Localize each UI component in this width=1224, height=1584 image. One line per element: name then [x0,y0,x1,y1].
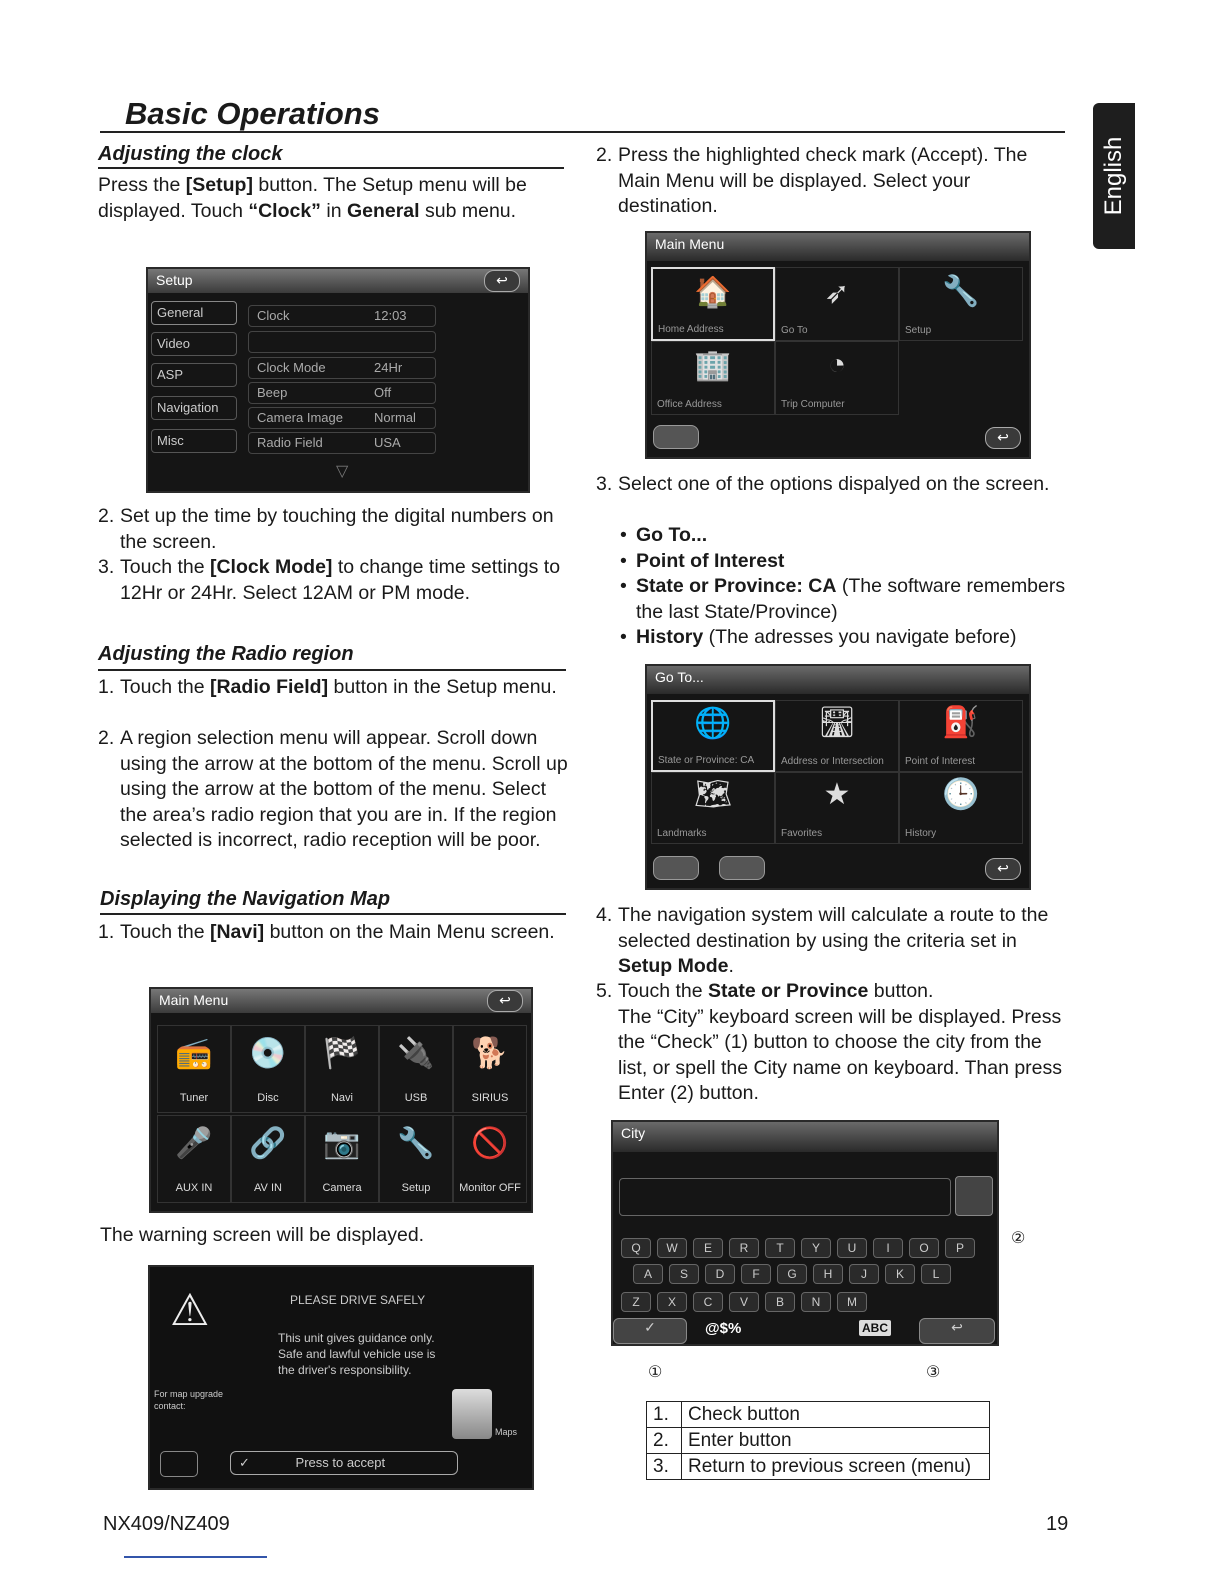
title-rule [100,131,1065,133]
menu-aux-in[interactable]: 🎤 AUX IN [157,1115,231,1203]
flag-icon: 🏁 [323,1037,361,1070]
accept-button[interactable] [230,1451,458,1475]
menu-tuner[interactable]: 📻 Tuner [157,1025,231,1113]
setup-tab-asp[interactable]: ASP [151,363,237,387]
option-poi: • Point of Interest [620,549,785,572]
key-e[interactable]: E [693,1238,723,1258]
warning-line: the driver's responsibility. [278,1363,412,1377]
section-heading-navmap: Displaying the Navigation Map [100,888,391,910]
globe-icon: 🌐 [694,707,732,740]
nav-setup[interactable]: 🔧 Setup [899,267,1023,341]
section-heading-clock: Adjusting the clock [98,143,283,165]
goto-title: Go To... [655,669,704,685]
setting-radio-field[interactable]: Radio Field USA [248,432,436,454]
right-step-2: 2. Press the highlighted check mark (Accept). The Main Menu will be displayed. Select your destination. [596,144,1028,217]
warning-line: Safe and lawful vehicle use is [278,1347,436,1361]
legend-row: 3. Return to previous screen (menu) [647,1454,990,1480]
key-c[interactable]: C [693,1292,723,1312]
section-rule [98,167,564,169]
key-o[interactable]: O [909,1238,939,1258]
usb-icon: 🔌 [397,1037,435,1070]
option-history: • History (The adresses you navigate before) [620,626,1017,648]
language-tab-label: English [1100,136,1127,216]
setup-title: Setup [156,272,193,288]
return-button[interactable]: ↩ [919,1318,995,1344]
map-icon[interactable] [653,856,699,880]
city-title-bar [613,1122,997,1152]
goto-favorites[interactable]: ★ Favorites [775,772,899,844]
warning-title: PLEASE DRIVE SAFELY [290,1293,426,1307]
clock-step-3: 3. Touch the [Clock Mode] to change time settings to 12Hr or 24Hr. Select 12AM or PM mode. [98,556,561,604]
menu-navi[interactable]: 🏁 Navi [305,1025,379,1113]
key-w[interactable]: W [657,1238,687,1258]
language-tab [1093,103,1135,249]
goto-poi[interactable]: ⛽ Point of Interest [899,700,1023,772]
map-icon[interactable] [653,425,699,449]
setting-blank [248,331,436,353]
plug-icon: 🎤 [175,1127,213,1160]
back-button[interactable]: ↩ [484,270,520,292]
warning-icon: ⚠ [170,1286,210,1335]
clock-step-2: 2. Set up the time by touching the digital numbers on the screen. [98,505,554,553]
scroll-down-icon[interactable]: ▽ [336,463,349,480]
dog-icon: 🐕 [471,1037,509,1070]
setting-clock-mode[interactable]: Clock Mode 24Hr [248,357,436,379]
gauge-icon: ◔ [827,348,847,381]
abc-button[interactable]: ABC [859,1320,891,1336]
camera-icon: 📷 [323,1127,361,1160]
key-a[interactable]: A [633,1264,663,1284]
city-keyboard-screen [611,1120,999,1346]
warning-line: This unit gives guidance only. [278,1331,435,1345]
model-number: NX409/NZ409 [103,1513,230,1535]
nav-go-to[interactable]: ➶ Go To [775,267,899,341]
setting-camera-image[interactable]: Camera Image Normal [248,407,436,429]
right-step-4: 4. The navigation system will calculate a route to the selected destination by using the criteria set in Setup Mode. [596,904,1049,977]
clock-icon: 🕒 [942,778,980,811]
radio-icon: 📻 [175,1037,213,1070]
go-to-screen [645,664,1031,890]
section-rule [98,669,566,671]
enter-button[interactable] [955,1176,993,1216]
key-l[interactable]: L [921,1264,951,1284]
setup-tab-general[interactable]: General [151,301,237,325]
main-menu-screen [149,987,533,1213]
right-step-5: 5. Touch the State or Province button. The “City” keyboard screen will be displayed. Press the “Check” (1) button to choose the city from the list, or spell the City name on keyboard. Than press Enter (2) button. [596,980,1063,1104]
callout-1: ① [648,1364,663,1381]
nav-trip-computer[interactable]: ◔ Trip Computer [775,341,899,415]
pointer-icon: ➶ [824,277,850,310]
warning-caption: The warning screen will be displayed. [100,1224,425,1246]
star-icon: ★ [823,778,851,811]
setup-screen [146,267,530,493]
city-input[interactable] [619,1178,951,1216]
back-button[interactable]: ↩ [487,990,523,1012]
disc-icon: 💿 [249,1037,287,1070]
menu-monitor-off[interactable]: 🚫 Monitor OFF [453,1115,527,1203]
navmap-step-1: 1. Touch the [Navi] button on the Main Menu screen. [98,921,555,943]
radio-step-2: 2. A region selection menu will appear. Scroll down using the arrow at the bottom of the menu. Scroll up using the arrow at the bottom of the menu. Select the area’s radio region that you are in. If the region selected is incorrect, radio reception will be poor. [98,727,568,851]
check-icon: ✓ [239,1455,250,1470]
keyboard-icon[interactable] [719,856,765,880]
setup-title-bar [148,269,528,293]
key-s[interactable]: S [669,1264,699,1284]
menu-setup[interactable]: 🔧 Setup [379,1115,453,1203]
clock-intro: Press the [Setup] button. The Setup menu will be displayed. Touch “Clock” in General sub menu. [98,174,527,222]
menu-usb[interactable]: 🔌 USB [379,1025,453,1113]
options-list [620,523,1070,651]
nav-home-address[interactable]: 🏠 Home Address [651,267,775,341]
legend-row: 1. Check button [647,1402,990,1428]
menu-sirius[interactable]: 🐕 SIRIUS [453,1025,527,1113]
section-heading-radio: Adjusting the Radio region [98,643,354,665]
road-icon: 🛣 [817,706,857,739]
setup-tab-misc[interactable]: Misc [151,429,237,453]
menu-disc[interactable]: 💿 Disc [231,1025,305,1113]
legend-table [646,1401,990,1480]
option-go-to: • Go To... [620,524,708,546]
fuel-icon: ⛽ [942,706,980,739]
setup-tab-video[interactable]: Video [151,332,237,356]
section-rule [100,913,566,915]
callout-2: ② [1011,1230,1026,1247]
key-j[interactable]: J [849,1264,879,1284]
nav-title-bar [647,233,1029,261]
page-number: 19 [1046,1513,1069,1535]
callout-3: ③ [926,1364,941,1381]
home-icon: 🏠 [694,276,732,309]
check-button[interactable]: ✓ [613,1318,687,1344]
main-menu-title-bar [151,989,531,1013]
maps-label: Maps [495,1427,518,1437]
warning-screen [148,1265,534,1490]
setup-tab-navigation[interactable]: Navigation [151,396,237,420]
key-v[interactable]: V [729,1292,759,1312]
landmark-icon: 🗺 [693,778,733,811]
wrench-icon: 🔧 [942,275,980,308]
nav-title: Main Menu [655,236,725,252]
no-monitor-icon: 🚫 [471,1127,509,1160]
goto-title-bar [647,666,1029,694]
radio-step-1: 1. Touch the [Radio Field] button in the Setup menu. [98,676,557,698]
goto-landmarks[interactable]: 🗺 Landmarks [651,772,775,844]
key-x[interactable]: X [657,1292,687,1312]
key-n[interactable]: N [801,1292,831,1312]
nav-main-menu-screen [645,231,1031,459]
key-u[interactable]: U [837,1238,867,1258]
menu-av-in[interactable]: 🔗 AV IN [231,1115,305,1203]
maps-icon[interactable] [452,1389,492,1439]
key-t[interactable]: T [765,1238,795,1258]
city-title: City [621,1125,646,1141]
upgrade-contact: contact: [154,1401,186,1411]
accept-label: Press to accept [295,1455,386,1470]
wrench-icon: 🔧 [397,1127,435,1160]
setting-clock[interactable]: Clock 12:03 [248,305,436,327]
symbols-button[interactable]: @$% [705,1320,742,1337]
option-state: • State or Province: CA (The software remembers the last State/Province) [620,575,1066,623]
building-icon: 🏢 [694,349,732,382]
main-menu-title: Main Menu [159,992,229,1008]
menu-camera[interactable]: 📷 Camera [305,1115,379,1203]
page-title: Basic Operations [125,96,380,131]
key-f[interactable]: F [741,1264,771,1284]
key-i[interactable]: I [873,1238,903,1258]
right-step-3: 3. Select one of the options dispalyed on the screen. [596,473,1050,495]
av-plug-icon: 🔗 [249,1127,287,1160]
key-r[interactable]: R [729,1238,759,1258]
key-d[interactable]: D [705,1264,735,1284]
key-g[interactable]: G [777,1264,807,1284]
key-y[interactable]: Y [801,1238,831,1258]
legend-row: 2. Enter button [647,1428,990,1454]
key-z[interactable]: Z [621,1292,651,1312]
back-button[interactable]: ↩ [985,858,1021,880]
key-b[interactable]: B [765,1292,795,1312]
footer-rule [124,1556,267,1558]
key-q[interactable]: Q [621,1238,651,1258]
goto-state[interactable]: 🌐 State or Province: CA [651,700,775,772]
back-button[interactable]: ↩ [985,427,1021,449]
key-k[interactable]: K [885,1264,915,1284]
setting-beep[interactable]: Beep Off [248,382,436,404]
nav-office-address[interactable]: 🏢 Office Address [651,341,775,415]
key-h[interactable]: H [813,1264,843,1284]
goto-history[interactable]: 🕒 History [899,772,1023,844]
goto-address[interactable]: 🛣 Address or Intersection [775,700,899,772]
upgrade-note: For map upgrade [154,1389,224,1399]
key-m[interactable]: M [837,1292,867,1312]
key-p[interactable]: P [945,1238,975,1258]
car-icon[interactable] [160,1451,198,1477]
